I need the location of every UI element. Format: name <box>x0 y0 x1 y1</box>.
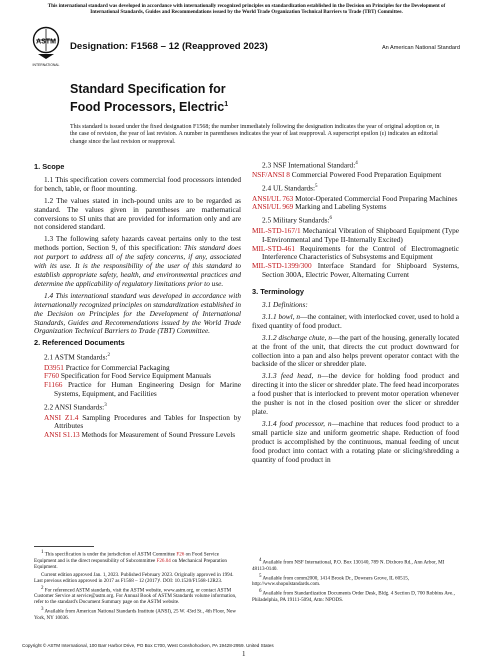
mil-ref-title: Mechanical Vibration of Shipboard Equipment (Type I-Environmental and Type II-Internally Excited) <box>262 225 459 244</box>
nsf-footnote-mark: 4 <box>355 161 358 166</box>
footnote-6 <box>252 589 459 603</box>
ul-ref-title: Motor-Operated Commercial Food Preparing Machines <box>293 193 458 203</box>
definitions-label <box>252 301 459 310</box>
ul-ref-list <box>252 195 459 213</box>
ansi-standards-label <box>44 402 241 412</box>
fn1-b: on Food Service Equipment and is the direct responsibility of Subcommittee <box>34 551 220 564</box>
nsf-ref-code-link[interactable]: NSF/ANSI 8 <box>252 170 290 180</box>
fn1-a: This specification is under the jurisdiction of ASTM Committee <box>44 551 177 558</box>
ul-ref-code-link[interactable]: ANSI/UL 969 <box>252 202 294 212</box>
para-1-3-intro: 1.3 The following safety hazards caveat pertains only to the test methods portion, Section 9, of this specification: <box>34 234 241 253</box>
ansi-ref-title: Sampling Procedures and Tables for Inspection by Attributes <box>54 412 241 431</box>
committee-f26-link[interactable]: F26 <box>176 551 185 558</box>
def-feed-head <box>252 372 459 417</box>
ansi-footnote-mark: 3 <box>104 403 107 409</box>
def-feed-head-term: 3.1.3 feed head, n <box>262 371 322 381</box>
fn2-mark: 2 <box>41 585 44 591</box>
fn1-c: on Mechanical Preparation Equipment. <box>34 557 227 570</box>
fn5-text: Available from comm2000, 1414 Brook Dr., Downers Grove, IL 60515, http://www.shopulstandards.com. <box>252 575 410 588</box>
fn3-mark: 3 <box>41 607 44 613</box>
title-text: Food Processors, Electric <box>70 100 225 115</box>
para-1-3 <box>34 235 241 288</box>
def-bowl <box>252 313 459 331</box>
mil-footnote-mark: 6 <box>329 216 332 222</box>
mil-ref-item <box>252 227 459 245</box>
mil-ref-item <box>252 245 459 263</box>
mil-ref-item <box>252 262 459 280</box>
def-chute-text: —the part of the housing, generally located at the front of the unit, that directs the cut product downward for collection into a pan and also helps prevent operator contact with the backside of the slicer or shredder plate. <box>252 332 459 369</box>
copyright-footer: Copyright © ASTM International, 100 Barr Harbor Drive, PO Box C700, West Conshohocken, PA 19428-2959. United States <box>22 643 274 648</box>
astm-standards-label <box>44 352 241 362</box>
footnote-3 <box>34 607 241 621</box>
footnote-1 <box>34 550 241 570</box>
fn4-mark: 4 <box>259 558 262 563</box>
footnote-5 <box>252 574 459 588</box>
document-title <box>70 82 228 115</box>
fn4-text: Available from NSF International, P.O. Box 130140, 789 N. Dixboro Rd., Ann Arbor, MI 48113-0140. <box>252 559 445 572</box>
fn5-mark: 5 <box>259 573 262 579</box>
mil-label-text: 2.5 Military Standards: <box>262 215 330 225</box>
nsf-label-text: 2.3 NSF International Standard: <box>262 160 356 170</box>
mil-ref-title: Requirements for the Control of Electromagnetic Interference Characteristics of Subsystems and Equipment <box>262 243 459 262</box>
page-number: 1 <box>242 650 246 658</box>
referenced-docs-heading: 2. Referenced Documents <box>34 338 125 348</box>
definitions-label-text: 3.1 Definitions: <box>262 300 308 310</box>
footnote-rule-right <box>252 546 312 547</box>
designation: Designation: F1568 – 12 (Reapproved 2023) <box>70 41 268 52</box>
def-chute-term: 3.1.2 discharge chute, n <box>262 332 333 342</box>
ansi-ref-item <box>44 414 241 432</box>
logo-wordmark: INTERNATIONAL <box>32 63 60 67</box>
footnote-rule-left <box>34 546 94 547</box>
astm-ref-title: Practice for Human Engineering Design for Marine Systems, Equipment, and Facilities <box>54 380 241 399</box>
title-line-1: Standard Specification for <box>70 82 226 96</box>
def-processor-text: —machine that reduces food product to a small particle size and uniform geometric shape. Reduction of food product is accomplished by the continuous, manual feeding of uncut food product into contact with a rotating plate or slicing/shredding a quantity of food product in <box>252 418 460 464</box>
footnotes-right <box>252 558 459 605</box>
mil-ref-code-link[interactable]: MIL-STD-167/1 <box>252 225 301 235</box>
nsf-ref-title: Commercial Powered Food Preparation Equipment <box>289 170 442 180</box>
fn3-text: Available from American National Standards Institute (ANSI), 25 W. 43rd St., 4th Floor, New York, NY 10036. <box>34 609 237 622</box>
para-1-2: 1.2 The values stated in inch-pound units are to be regarded as standard. The values given in parentheses are mathematical conversions to SI units that are provided for information only and are not considered standard. <box>34 195 241 232</box>
astm-ref-title: Practice for Commercial Packaging <box>63 362 170 372</box>
nsf-ref-item <box>252 171 459 180</box>
subcommittee-f26-04-link[interactable]: F26.04 <box>156 557 171 564</box>
para-1-1: 1.1 This specification covers commercial food processors intended for bench, table, or floor mounting. <box>34 174 241 193</box>
nsf-ref-list <box>252 171 459 180</box>
ul-label-text: 2.4 UL Standards: <box>262 183 316 193</box>
scope-heading: 1. Scope <box>34 162 65 171</box>
fn1-mark: 1 <box>41 550 44 555</box>
mil-ref-code-link[interactable]: MIL-STD-461 <box>252 243 295 253</box>
def-bowl-text: —the container, with interlocked cover, used to hold a fixed quantity of food product. <box>252 311 460 330</box>
title-footnote-mark: 1 <box>224 101 229 108</box>
astm-footnote-mark: 2 <box>107 353 110 359</box>
ansi-ref-code-link[interactable]: ANSI S1.13 <box>44 430 80 440</box>
astm-ref-code-link[interactable]: F1166 <box>44 380 63 390</box>
ul-ref-title: Marking and Labeling Systems <box>293 202 387 212</box>
title-line-2 <box>70 97 228 115</box>
astm-ref-item <box>44 381 241 399</box>
svg-text:ASTM: ASTM <box>36 38 56 46</box>
ul-ref-item <box>252 203 459 212</box>
ul-ref-code-link[interactable]: ANSI/UL 763 <box>252 193 294 203</box>
astm-ref-code-link[interactable]: F760 <box>44 371 60 381</box>
astm-ref-code-link[interactable]: D3951 <box>44 362 64 372</box>
terminology-heading: 3. Terminology <box>252 287 305 297</box>
footnote-4 <box>252 558 459 572</box>
fn6-mark: 6 <box>259 589 262 595</box>
ans-label: An American National Standard <box>381 45 460 51</box>
def-processor-term: 3.1.4 food processor, n <box>262 418 332 428</box>
mil-ref-list <box>252 227 459 280</box>
nsf-standards-label <box>262 160 459 170</box>
ansi-ref-list <box>44 414 241 441</box>
footnotes-left <box>34 550 241 623</box>
ansi-ref-item <box>44 431 241 440</box>
fn6-text: Available from Standardization Documents Order Desk, Bldg. 4 Section D, 700 Robbins Ave., Philadelphia, PA 19111-5094, Attn: NPODS. <box>252 591 455 604</box>
ansi-ref-title: Methods for Measurement of Sound Pressure Levels <box>79 430 236 440</box>
astm-logo <box>32 26 60 70</box>
def-bowl-term: 3.1.1 bowl, n <box>262 311 301 321</box>
astm-label-text: 2.1 ASTM Standards: <box>44 352 108 362</box>
fn2-text: For referenced ASTM standards, visit the ASTM website, www.astm.org, or contact ASTM Customer Service at service@astm.org. For Annual Book of ASTM Standards volume information, refer to the standard's Document Summary page on the ASTM website. <box>34 587 237 606</box>
def-food-processor <box>252 420 459 465</box>
mil-ref-title: Interface Standard for Shipboard Systems, Section 300A, Electric Power, Alternating Current <box>262 261 459 280</box>
ul-footnote-mark: 5 <box>315 184 318 190</box>
mil-standards-label <box>262 215 459 225</box>
para-1-4 <box>34 292 241 337</box>
safety-caveat: This standard does not purport to address all of the safety concerns, if any, associated with its use. It is the responsibility of the user of this standard to establish appropriate safety, health, and environmental practices and determine the applicability of regulatory limitations prior to use. <box>34 243 241 288</box>
footnote-1-edition: Current edition approved Jan. 1, 2023. Published February 2023. Originally approved in 1994. Last previous edition approved in 2017 as F1568 – 12 (2017)¹. DOI: 10.1520/F1568-12R23. <box>34 571 234 584</box>
ansi-ref-code-link[interactable]: ANSI Z1.4 <box>44 412 79 422</box>
def-discharge-chute <box>252 334 459 370</box>
astm-ref-title: Specification for Food Service Equipment Manuals <box>59 371 211 381</box>
left-column <box>34 160 241 440</box>
ul-standards-label <box>262 183 459 193</box>
wto-notice: This international standard was developed in accordance with internationally recognized principles on standardization established in the Decision on Principles for the Development of International Standards, Guides and Recommendations issued by the World Trade Organization Technical Barriers to Trade (TBT) Committee. <box>47 3 446 16</box>
para-1-4-text: 1.4 This international standard was developed in accordance with internationally recognized principles on standardization established in the Decision on Principles for the Development of International Standards, Guides and Recommendations issued by the World Trade Organization Technical Barriers to Trade (TBT) Committee. <box>34 290 241 336</box>
ansi-label-text: 2.2 ANSI Standards: <box>44 402 105 412</box>
footnote-2 <box>34 586 241 606</box>
mil-ref-code-link[interactable]: MIL-STD-1399/300 <box>252 261 312 271</box>
astm-ref-list <box>44 364 241 400</box>
right-column <box>252 160 459 467</box>
issuance-note: This standard is issued under the fixed designation F1568; the number immediately following the designation indicates the year of original adoption or, in the case of revision, the year of last revision. A number in parentheses indicates the year of last reapproval. A superscript epsilon (ε) indicates an editorial change since the last revision or reapproval. <box>70 124 440 145</box>
def-feed-head-text: —the device for holding food product and directing it into the slicer or shredder plate. The feed head incorporates a food pusher that is interlocked to prevent motor operation whenever the pusher is not in the closed position over the slicer or shredder plate. <box>252 371 459 417</box>
